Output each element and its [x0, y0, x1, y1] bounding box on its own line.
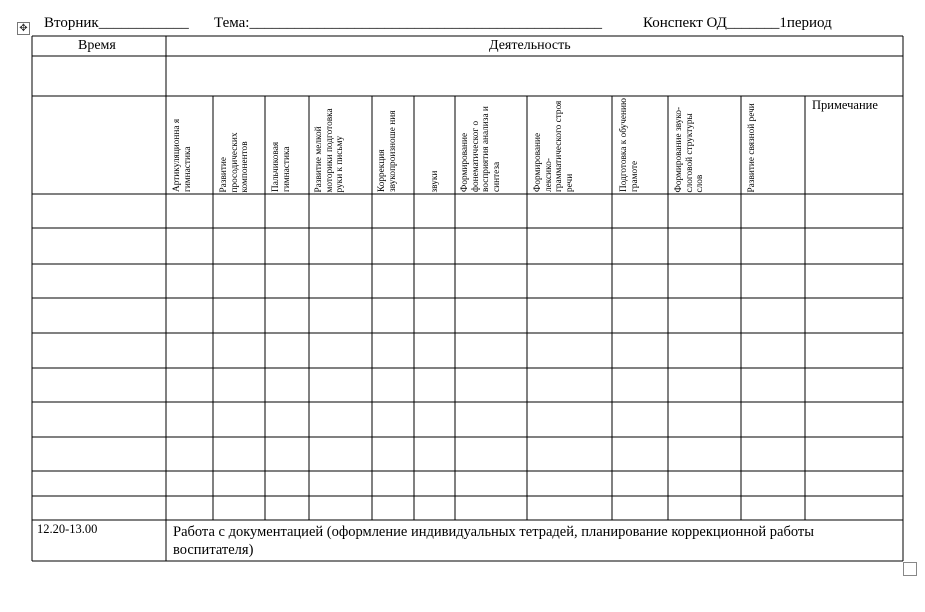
activity-label-text: Развитие связной речи [747, 102, 757, 192]
topic-label: Тема:_______________________________________________ [214, 15, 602, 31]
activity-label [674, 98, 740, 194]
activity-label-text: Пальчиковая гимнастика [271, 141, 292, 192]
activity-label [619, 98, 667, 194]
day-label: Вторник____________ [44, 15, 189, 31]
activity-label-text: Формирование звуко-слоговой структуры слов [674, 106, 705, 192]
activity-value: Работа с документацией (оформление индивидуальных тетрадей, планирование коррекционной работы воспитателя) [173, 524, 815, 558]
table-move-handle[interactable]: ✥ [17, 22, 30, 35]
activity-label-text: звуки [430, 170, 440, 192]
activity-label-text: Формирование лексико-грамматического строя речи [533, 100, 575, 192]
table-resize-handle[interactable] [903, 562, 917, 576]
activity-label [219, 98, 264, 194]
activity-label [314, 98, 371, 194]
activity-label-text: Коррекция звукопроизноше ния [377, 110, 398, 192]
activity-column-header: Деятельность [489, 38, 571, 53]
note-column-header: Примечание [812, 98, 878, 112]
summary-label: Конспект ОД_______1период [643, 15, 832, 31]
activity-label-text: Артикуляционна я гимнастика [172, 118, 193, 192]
activity-label-text: Подготовка к обучению грамоте [619, 98, 640, 192]
activity-label [377, 98, 413, 194]
activity-label [460, 98, 526, 194]
activity-label [271, 98, 308, 194]
time-column-header: Время [78, 38, 116, 53]
activity-label-text: Формирование фонематическог о восприятия анализа и синтеза [460, 106, 502, 192]
time-value: 12.20-13.00 [37, 522, 98, 536]
activity-label [747, 98, 804, 194]
activity-label [172, 98, 212, 194]
activity-label [533, 98, 611, 194]
activity-label-text: Развитие просодических компонентов [219, 131, 250, 192]
activity-label-text: Развитие мелкой моторики подготовка руки к письму [314, 107, 345, 192]
activity-label [430, 98, 454, 194]
